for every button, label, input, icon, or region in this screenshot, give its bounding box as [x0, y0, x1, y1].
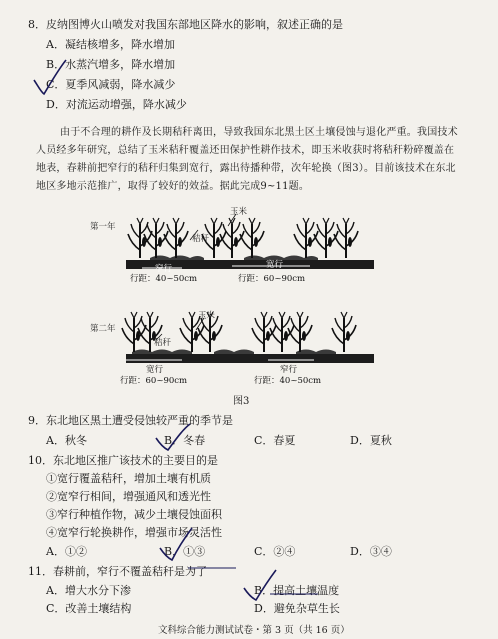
q8-stem: 8．皮纳图博火山喷发对我国东部地区降水的影响，叙述正确的是: [28, 18, 343, 31]
year1-wide-title: 宽行: [266, 260, 284, 270]
year1-corn-label: 玉米: [230, 207, 248, 217]
q11-option-b: B．提高土壤温度: [254, 584, 340, 597]
year1-label: 第一年: [90, 222, 116, 232]
q11-option-d: D．避免杂草生长: [254, 602, 340, 615]
q9-option-a: A．秋冬: [46, 434, 87, 447]
q10-statement-2: ②宽窄行相间，增强通风和透光性: [46, 490, 211, 503]
year2-wide-spacing: 行距：60~90cm: [120, 376, 188, 386]
year2-straw-label: 秸秆: [154, 338, 172, 348]
year2-narrow-title: 窄行: [280, 365, 298, 375]
check-mark-icon: [34, 60, 66, 94]
page-footer: 文科综合能力测试试卷・第 3 页（共 16 页）: [158, 625, 350, 636]
passage-text: 由于不合理的耕作及长期秸秆离田，导致我国东北黑土区土壤侵蚀与退化严重。我国技术人员经多年研究，总结了玉米秸秆覆盖还田保护性耕作技术，即玉米收获时将秸秆粉碎覆盖在地表，春耕前把窄行的秸秆归集到宽行，露出待播种带，次年轮换（图3）。目前该技术在东北地区多地示范推广，取得了较好的效益。据此完成9~11题。: [36, 127, 458, 192]
check-mark-icon: [160, 528, 192, 560]
q11-option-c: C．改善土壤结构: [46, 602, 132, 615]
figure-caption: 图3: [233, 396, 250, 407]
q8-option-c: C．夏季风减弱，降水减少: [46, 78, 176, 91]
q10-option-d: D．③④: [350, 545, 392, 558]
year1-narrow-spacing: 行距：40~50cm: [130, 274, 198, 284]
q10-option-c: C．②④: [254, 545, 296, 558]
q10-stem: 10．东北地区推广该技术的主要目的是: [28, 454, 218, 467]
q9-option-c: C．春夏: [254, 434, 296, 447]
q11-option-a: A．增大水分下渗: [46, 584, 131, 597]
check-mark-icon: [244, 570, 276, 600]
year1-wide-spacing: 行距：60~90cm: [238, 274, 306, 284]
q11-stem: 11．春耕前，窄行不覆盖秸秆是为了: [28, 565, 207, 578]
year2-wide-title: 宽行: [146, 365, 164, 375]
q8-option-a: A．凝结核增多，降水增加: [46, 38, 175, 51]
q10-statement-1: ①宽行覆盖秸秆，增加土壤有机质: [46, 472, 211, 485]
q8-option-b: B．水蒸汽增多，降水增加: [46, 58, 176, 71]
year2-narrow-spacing: 行距：40~50cm: [254, 376, 322, 386]
q9-option-b: B．冬春: [164, 434, 206, 447]
year1-straw-label: 秸秆: [192, 234, 210, 244]
q9-option-d: D．夏秋: [350, 434, 392, 447]
q10-option-a: A．①②: [46, 545, 87, 558]
year1-narrow-title: 窄行: [155, 264, 173, 274]
check-mark-icon: [156, 424, 190, 450]
q9-stem: 9．东北地区黑土遭受侵蚀较严重的季节是: [28, 414, 233, 427]
year2-label: 第二年: [90, 324, 116, 334]
year2-corn-label: 玉米: [198, 311, 216, 321]
q10-statement-3: ③窄行种植作物，减少土壤侵蚀面积: [46, 508, 222, 521]
q8-option-d: D．对流运动增强，降水减少: [46, 98, 187, 111]
q10-option-b: B．①③: [164, 545, 206, 558]
q10-statement-4: ④宽窄行轮换耕作，增强市场灵活性: [46, 526, 222, 539]
